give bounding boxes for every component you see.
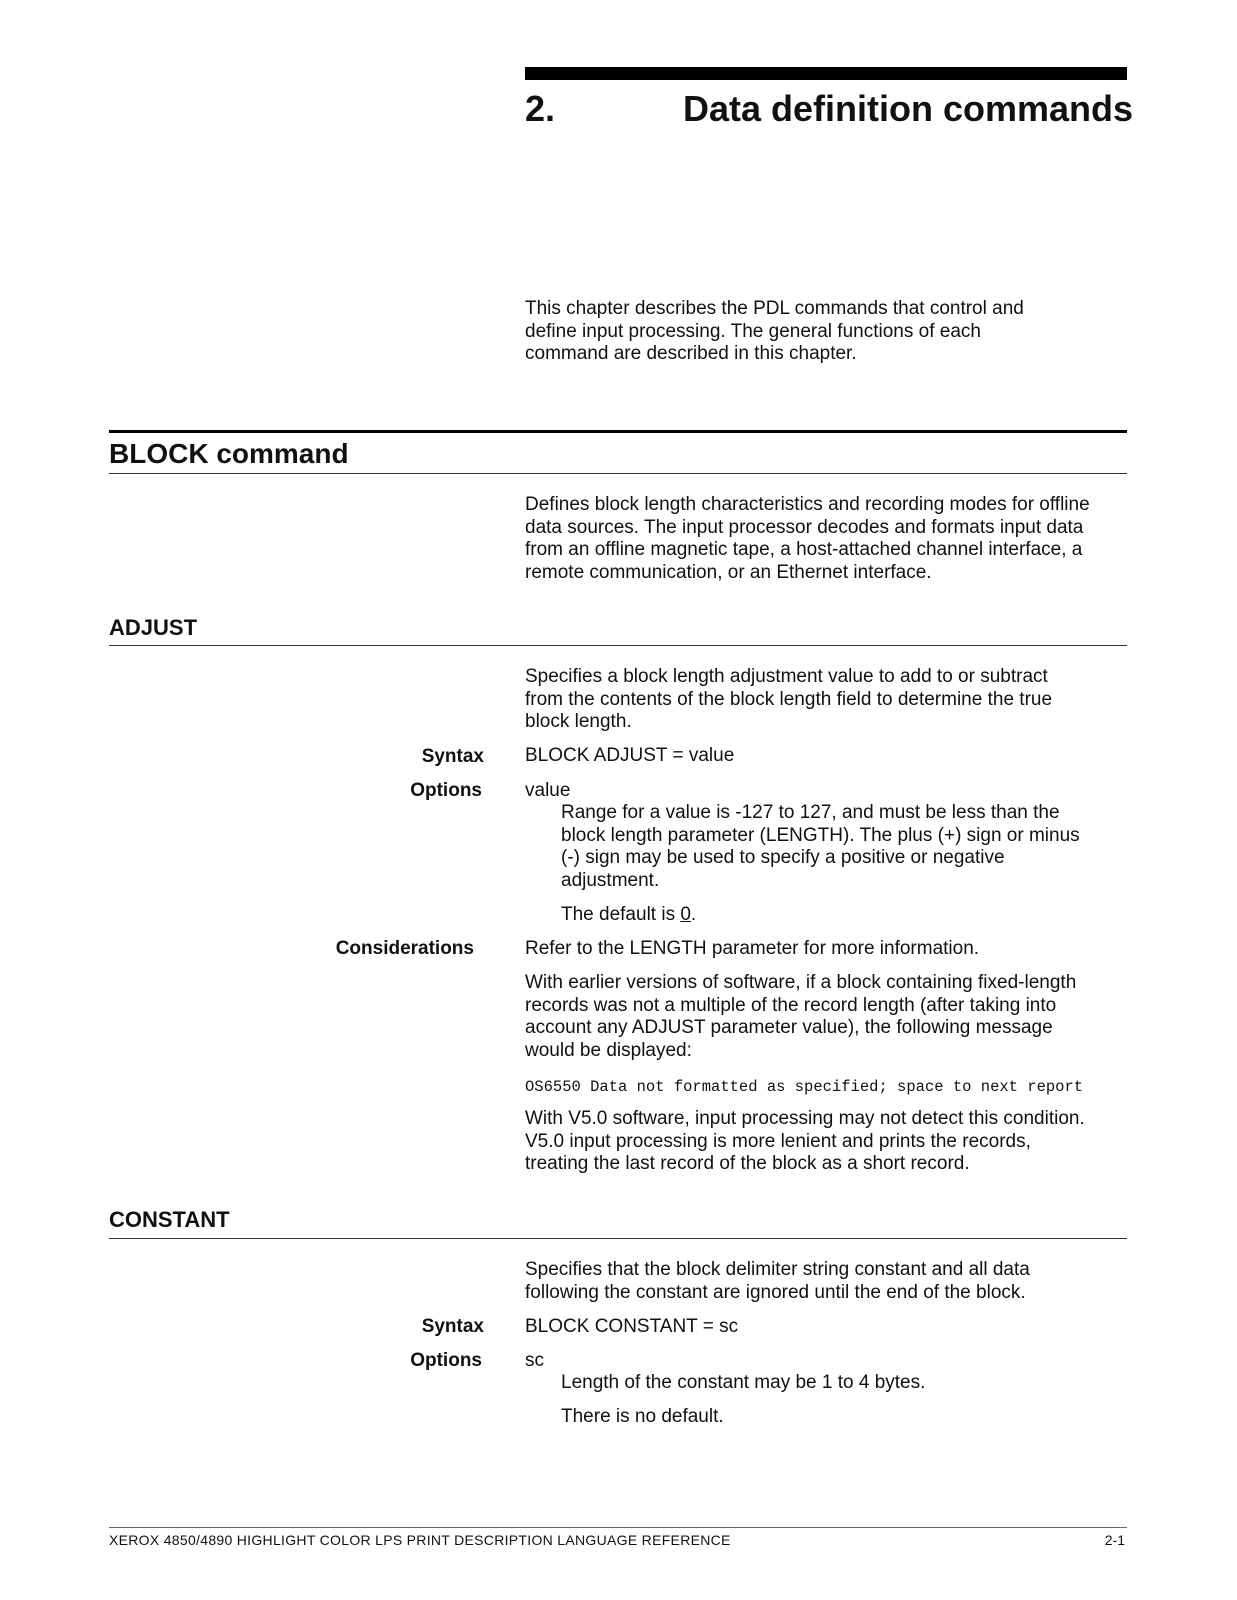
error-message: OS6550 Data not formatted as specified; space to next report	[525, 1078, 1084, 1096]
constant-heading: CONSTANT	[109, 1207, 230, 1232]
constant-options-label: Options	[410, 1350, 482, 1371]
adjust-default	[561, 904, 696, 927]
adjust-syntax-label: Syntax	[421, 746, 484, 767]
default-prefix: The default is	[561, 904, 681, 925]
chapter-title: Data definition commands	[683, 88, 1134, 129]
default-value: 0	[680, 904, 691, 925]
default-suffix: .	[690, 904, 697, 925]
chapter-rule	[525, 67, 1127, 80]
constant-description: Specifies that the block delimiter string constant and all data following the constant are ignored until the end of the block.	[525, 1259, 1030, 1303]
page-number: 2-1	[1104, 1532, 1125, 1548]
chapter-intro: This chapter describes the PDL commands that control and define input processing. The general functions of each command are described in this chapter.	[525, 298, 1024, 364]
footer-text: XEROX 4850/4890 HIGHLIGHT COLOR LPS PRINT DESCRIPTION LANGUAGE REFERENCE	[109, 1532, 731, 1548]
consideration-3: With V5.0 software, input processing may not detect this condition. V5.0 input processing is more lenient and prints the records, treating the last record of the block as a short record.	[525, 1108, 1085, 1174]
adjust-rule	[109, 645, 1127, 646]
consideration-2: With earlier versions of software, if a block containing fixed-length records was not a multiple of the record length (after taking into account any ADJUST parameter value), the following message would be displayed:	[525, 972, 1077, 1061]
footer-rule	[109, 1527, 1127, 1528]
block-command-heading: BLOCK command	[109, 438, 349, 469]
chapter-number: 2.	[525, 88, 556, 129]
consideration-1: Refer to the LENGTH parameter for more information.	[525, 938, 980, 959]
section-rule-top	[109, 430, 1127, 433]
section-rule-bottom	[109, 473, 1127, 474]
adjust-description: Specifies a block length adjustment value to add to or subtract from the contents of the block length field to determine the true block length.	[525, 666, 1053, 732]
constant-option-text: Length of the constant may be 1 to 4 bytes.	[561, 1372, 926, 1393]
adjust-heading: ADJUST	[109, 615, 198, 640]
adjust-syntax: BLOCK ADJUST = value	[525, 745, 735, 766]
constant-syntax: BLOCK CONSTANT = sc	[525, 1316, 739, 1337]
considerations-label: Considerations	[335, 938, 474, 959]
constant-default: There is no default.	[561, 1406, 724, 1427]
constant-syntax-label: Syntax	[421, 1316, 484, 1337]
adjust-option-text: Range for a value is -127 to 127, and must be less than the block length parameter (LENGTH). The plus (+) sign or minus (-) sign may be used to specify a positive or negative adjustment.	[561, 802, 1080, 891]
block-description: Defines block length characteristics and recording modes for offline data sources. The input processor decodes and formats input data from an offline magnetic tape, a host-attached channel interface, a remote communication, or an Ethernet interface.	[525, 494, 1090, 583]
adjust-option-name: value	[525, 780, 571, 801]
constant-rule	[109, 1238, 1127, 1239]
constant-option-name: sc	[525, 1350, 544, 1371]
adjust-options-label: Options	[410, 780, 482, 801]
